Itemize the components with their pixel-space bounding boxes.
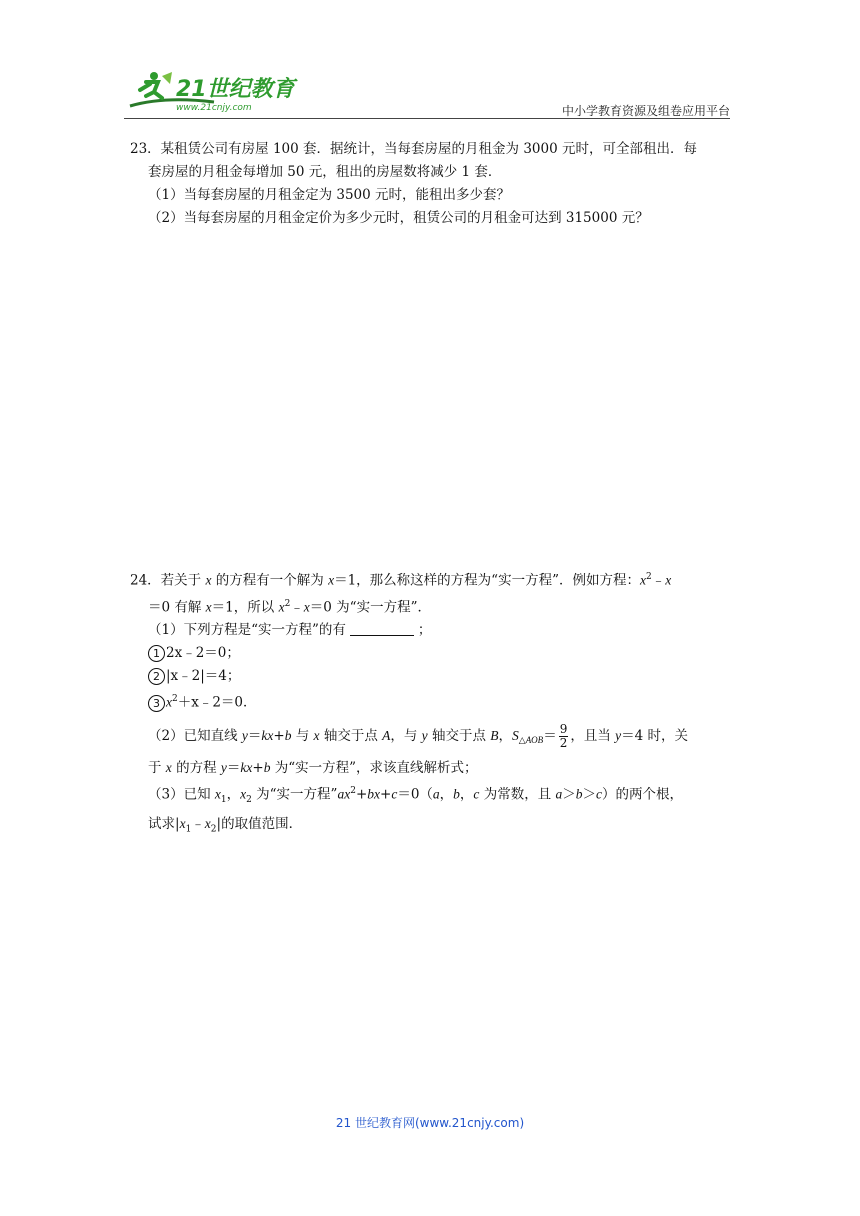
q23-part1: （1）当每套房屋的月租金定为 3500 元时，能租出多少套？ [148, 187, 511, 203]
q24-option1: 1 2x﹣2＝0； [130, 642, 730, 665]
fraction: $\frac{9}{2}$ [559, 721, 568, 750]
platform-name: 中小学教育资源及组卷应用平台 [561, 104, 730, 118]
circled-number-3: 3 [148, 695, 165, 712]
q24-line1: 24．若关于 x 的方程有一个解为 x＝1，那么称这样的方程为“实一方程”．例如方程：$x^2﹣x$ [130, 572, 672, 589]
q24-part2-line1: （2）已知直线 y＝kx+b 与 x 轴交于点 A，与 y 轴交于点 B，$S_{\triangle AOB}=$ $\frac{9}{2}$ ，且当 y＝4 时，关 [148, 721, 689, 750]
q24-part3-line1: （3）已知 $x_1$，$x_2$ 为“实一方程$”ax^2+bx+c=0(a$，b，c 为常数，且 a＞b＞c）的两个根， [148, 786, 684, 806]
circled-number-2: 2 [148, 668, 165, 685]
q24-option2: 2 |x﹣2|＝4； [130, 665, 730, 688]
q24-line2: ＝0 有解 x＝1，所以 $x^2﹣x=0$ 为“实一方程”． [148, 598, 431, 615]
question-23 [130, 138, 730, 230]
q24-part1: （1）下列方程是“实一方程”的有 ； [148, 622, 432, 638]
q23-line2: 套房屋的月租金每增加 50 元，租出的房屋数将减少 1 套． [148, 164, 502, 180]
q24-option3: 3 $x^2+x﹣2=0$． [130, 688, 730, 715]
footer-link[interactable]: 21 世纪教育网(www.21cnjy.com) [335, 1116, 525, 1130]
circled-number-1: 1 [148, 645, 165, 662]
q23-part2: （2）当每套房屋的月租金定价为多少元时，租赁公司的月租金可达到 315000 元？ [148, 210, 649, 226]
q24-part2-line2: 于 x 的方程 y＝kx+b 为“实一方程”，求该直线解析式； [148, 760, 478, 777]
svg-text:www.21cnjy.com: www.21cnjy.com [176, 103, 252, 113]
q23-line1: 23．某租赁公司有房屋 100 套．据统计，当每套房屋的月租金为 3000 元时，可全部租出．每 [130, 141, 697, 157]
page-header [124, 66, 730, 118]
question-24 [130, 566, 730, 842]
answer-blank [350, 621, 414, 636]
q24-part3-line2: 试求$|x_1﹣x_2|$的取值范围． [148, 816, 303, 836]
header-rule [124, 118, 730, 119]
svg-text:21世纪教育: 21世纪教育 [176, 77, 295, 102]
21cnjy-logo [124, 66, 324, 116]
